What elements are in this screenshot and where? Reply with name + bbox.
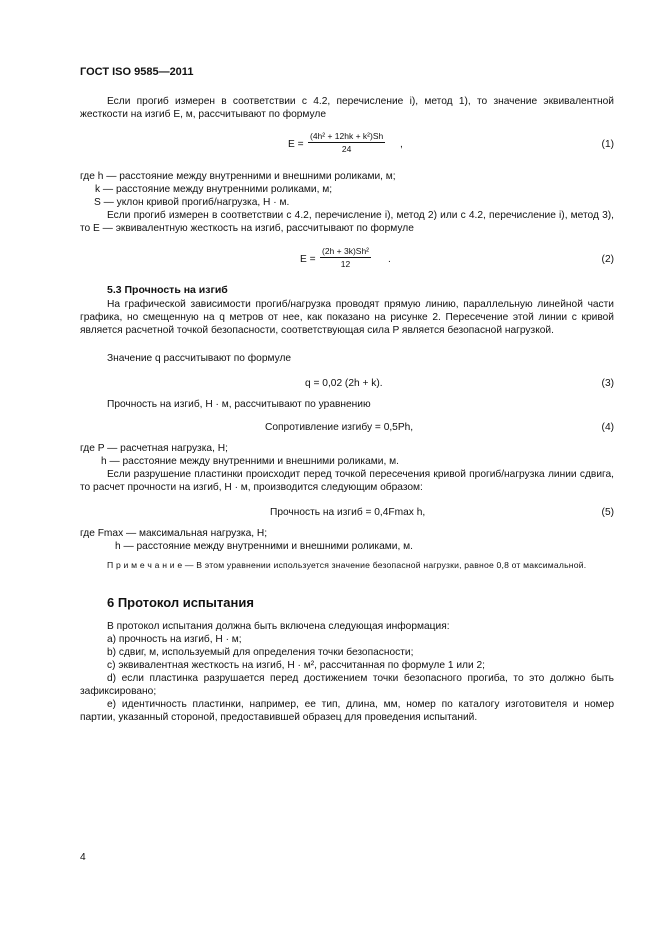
- where-h-eq5: h — расстояние между внутренними и внешними роликами, м.: [115, 541, 413, 552]
- report-item-d: d) если пластинка разрушается перед достижением точки безопасного прогиба, то это должно быть зафиксировано;: [80, 673, 614, 698]
- where-h: где h — расстояние между внутренними и внешними роликами, м;: [80, 171, 396, 182]
- paragraph-break-case: Если разрушение пластинки происходит перед точкой пересечения кривой прогиб/нагрузка линии сдвига, то расчет прочности на изгиб, Н · м, производится следующим образом:: [80, 469, 614, 494]
- eq1-tail: ,: [400, 139, 403, 150]
- paragraph-stiffness-method1: Если прогиб измерен в соответствии с 4.2, перечисление i), метод 1), то значение эквивалентной жесткости на изгиб E, м, рассчитывают по формуле: [80, 96, 614, 121]
- where-k: k — расстояние между внутренними роликами, м;: [95, 184, 333, 195]
- eq5-text: Прочность на изгиб = 0,4Fmax h,: [270, 507, 426, 518]
- where-Fmax: где Fmax — максимальная нагрузка, Н;: [80, 528, 268, 539]
- eq3-text: q = 0,02 (2h + k).: [305, 378, 383, 389]
- q-intro: Значение q рассчитывают по формуле: [107, 353, 292, 364]
- section-5-3-paragraph: На графической зависимости прогиб/нагрузка проводят прямую линию, параллельную линейной части графика, но смещенную на q метров от нее, как показано на рисунке 2. Пересечение этой линии с кривой является расчетной точкой безопасности, соответствующая сила P является безопасной нагрузкой.: [80, 299, 614, 337]
- eq2-fraction: [320, 246, 371, 269]
- eq3-number: (3): [601, 378, 614, 389]
- section-6-intro: В протокол испытания должна быть включена следующая информация:: [107, 621, 450, 632]
- eq1-denominator: 24: [341, 144, 352, 154]
- eq5-number: (5): [601, 507, 614, 518]
- report-item-a: a) прочность на изгиб, Н · м;: [107, 634, 242, 645]
- page-number: 4: [80, 852, 86, 863]
- section-6-title: 6 Протокол испытания: [107, 595, 254, 610]
- eq1-lhs: E =: [288, 139, 304, 150]
- eq1-numerator: (4h² + 12hk + k²)Sh: [310, 131, 384, 141]
- section-5-3-title: 5.3 Прочность на изгиб: [107, 284, 228, 296]
- strength-intro: Прочность на изгиб, Н · м, рассчитывают по уравнению: [107, 399, 371, 410]
- eq2-denominator: 12: [340, 259, 351, 269]
- report-item-c: c) эквивалентная жесткость на изгиб, Н · м², рассчитанная по формуле 1 или 2;: [107, 660, 485, 671]
- document-header: ГОСТ ISO 9585—2011: [80, 66, 194, 78]
- eq1-number: (1): [601, 139, 614, 150]
- report-item-e: e) идентичность пластинки, например, ее тип, длина, мм, номер по каталогу изготовителя и номер партии, указанный стороной, предоставившей образец для проведения испытаний.: [80, 699, 614, 724]
- where-P: где P — расчетная нагрузка, Н;: [80, 443, 228, 454]
- paragraph-stiffness-method2: Если прогиб измерен в соответствии с 4.2, перечисление i), метод 2) или с 4.2, перечисление i), метод 3), то E — эквивалентную жесткость на изгиб, рассчитывают по формуле: [80, 210, 614, 235]
- eq2-lhs: E =: [300, 254, 316, 265]
- eq2-numerator: (2h + 3k)Sh²: [322, 246, 370, 256]
- where-S: S — уклон кривой прогиб/нагрузка, Н · м.: [94, 197, 290, 208]
- where-h-5-3: h — расстояние между внутренними и внешними роликами, м.: [101, 456, 399, 467]
- note: П р и м е ч а н и е — В этом уравнении используется значение безопасной нагрузки, равное 0,8 от максимальной.: [107, 560, 587, 570]
- eq2-tail: .: [388, 254, 391, 265]
- eq1-fraction: [308, 131, 385, 154]
- eq4-text: Сопротивление изгибу = 0,5Ph,: [265, 422, 414, 433]
- eq4-number: (4): [601, 422, 614, 433]
- report-item-b: b) сдвиг, м, используемый для определения точки безопасности;: [107, 647, 414, 658]
- eq2-number: (2): [601, 254, 614, 265]
